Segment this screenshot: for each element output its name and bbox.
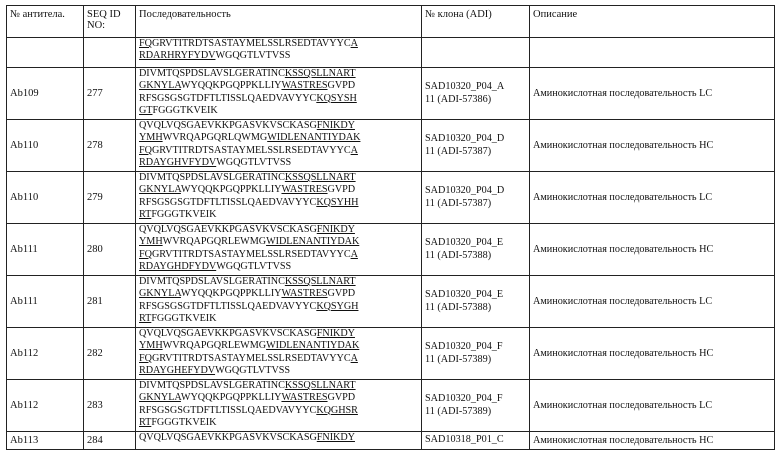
table-body (7, 38, 775, 450)
framework-segment: GVPD (328, 288, 356, 299)
sequence-line (139, 209, 418, 221)
cdr-segment: FNIKDY (317, 328, 355, 339)
clone-id: SAD10320_P04_E (425, 289, 526, 301)
sequence-cell (136, 68, 422, 120)
clone-adi: 11 (ADI-57389) (425, 354, 526, 366)
table-row (7, 68, 775, 120)
cdr-segment: GKNYLA (139, 392, 181, 403)
header-antibody: № антитела. (7, 6, 84, 38)
framework-segment: WVRQAPGQRLQWMG (163, 132, 268, 143)
sequence-cell (136, 120, 422, 172)
description-cell: Аминокислотная последовательность LC (530, 68, 775, 120)
cdr-segment: FQ (139, 38, 152, 49)
seq-id-cell: 278 (84, 120, 136, 172)
framework-segment: WGQGTLVTVSS (216, 157, 291, 168)
framework-segment: GRVTITRDTSASTAYMELSSLRSEDTAVYYC (152, 38, 351, 49)
sequence-line (139, 261, 418, 273)
sequence-table (6, 5, 775, 450)
cdr-segment: KSSQSLLNART (285, 276, 356, 287)
framework-segment: RFSGSGSGTDFTLTISSLQAEDVAVYYC (139, 93, 316, 104)
description-cell: Аминокислотная последовательность LC (530, 276, 775, 328)
framework-segment: QVQLVQSGAEVKKPGASVKVSCKASG (139, 432, 317, 443)
header-description: Описание (530, 6, 775, 38)
sequence-cell (136, 328, 422, 380)
clone-cell (422, 432, 530, 450)
cdr-segment: KQSYHH (316, 197, 358, 208)
antibody-cell (7, 38, 84, 68)
clone-id: SAD10320_P04_A (425, 81, 526, 93)
sequence-cell (136, 38, 422, 68)
seq-id-cell: 281 (84, 276, 136, 328)
antibody-cell: Ab111 (7, 224, 84, 276)
framework-segment: RFSGSGSGTDFTLTISSLQAEDVAVYYC (139, 301, 316, 312)
antibody-cell: Ab113 (7, 432, 84, 450)
sequence-line (139, 353, 418, 365)
table-row (7, 380, 775, 432)
framework-segment: WYQQKPGQPPKLLIY (181, 184, 282, 195)
cdr-segment: GKNYLA (139, 288, 181, 299)
table-row (7, 38, 775, 68)
sequence-line (139, 105, 418, 117)
clone-cell (422, 120, 530, 172)
header-seq-id: SEQ ID NO: (84, 6, 136, 38)
framework-segment: WVRQAPGQRLEWMG (163, 340, 266, 351)
sequence-line (139, 380, 418, 392)
cdr-segment: FNIKDY (317, 120, 355, 131)
cdr-segment: KSSQSLLNART (285, 68, 356, 79)
header-row (7, 6, 775, 38)
clone-adi: 11 (ADI-57388) (425, 250, 526, 262)
sequence-line (139, 340, 418, 352)
clone-id: SAD10320_P04_F (425, 341, 526, 353)
clone-adi: 11 (ADI-57388) (425, 302, 526, 314)
cdr-segment: YMH (139, 340, 163, 351)
framework-segment: QVQLVQSGAEVKKPGASVKVSCKASG (139, 224, 317, 235)
cdr-segment: RT (139, 313, 151, 324)
sequence-line (139, 405, 418, 417)
sequence-line (139, 236, 418, 248)
sequence-line (139, 365, 418, 377)
description-cell: Аминокислотная последовательность НС (530, 224, 775, 276)
cdr-segment: A (351, 249, 358, 260)
cdr-segment: RDAYGHVFYDV (139, 157, 216, 168)
cdr-segment: RDAYGHEFYDV (139, 365, 215, 376)
antibody-cell: Ab110 (7, 172, 84, 224)
clone-cell (422, 224, 530, 276)
antibody-cell: Ab112 (7, 328, 84, 380)
clone-id: SAD10320_P04_F (425, 393, 526, 405)
cdr-segment: GKNYLA (139, 184, 181, 195)
framework-segment: RFSGSGSGTDFTLTISSLQAEDVAVYYC (139, 405, 316, 416)
clone-cell (422, 328, 530, 380)
cdr-segment: A (351, 38, 358, 49)
framework-segment: GVPD (328, 392, 356, 403)
cdr-segment: WASTRES (281, 184, 327, 195)
sequence-cell (136, 172, 422, 224)
description-cell (530, 38, 775, 68)
framework-segment: FGGGTKVEIK (151, 313, 216, 324)
cdr-segment: WIDLENANTIYDAK (266, 340, 359, 351)
seq-id-cell: 283 (84, 380, 136, 432)
seq-id-cell: 284 (84, 432, 136, 450)
cdr-segment: FNIKDY (317, 224, 355, 235)
framework-segment: WVRQAPGQRLEWMG (163, 236, 266, 247)
cdr-segment: KSSQSLLNART (285, 380, 356, 391)
sequence-line (139, 132, 418, 144)
cdr-segment: FNIKDY (317, 432, 355, 443)
cdr-segment: KSSQSLLNART (285, 172, 356, 183)
sequence-line (139, 172, 418, 184)
clone-id: SAD10318_P01_C (425, 434, 526, 446)
table-row (7, 432, 775, 450)
sequence-line (139, 328, 418, 340)
sequence-cell (136, 432, 422, 450)
cdr-segment: YMH (139, 132, 163, 143)
clone-cell (422, 276, 530, 328)
cdr-segment: WASTRES (281, 288, 327, 299)
cdr-segment: KQSYGH (316, 301, 358, 312)
clone-id: SAD10320_P04_D (425, 185, 526, 197)
framework-segment: WYQQKPGQPPKLLIY (181, 80, 282, 91)
clone-cell (422, 172, 530, 224)
cdr-segment: RT (139, 209, 151, 220)
table-row (7, 224, 775, 276)
clone-id: SAD10320_P04_E (425, 237, 526, 249)
clone-cell (422, 380, 530, 432)
seq-id-cell: 280 (84, 224, 136, 276)
cdr-segment: WIDLENANTIYDAK (267, 132, 360, 143)
framework-segment: WYQQKPGQPPKLLIY (181, 288, 282, 299)
framework-segment: WGQGTLVTVSS (216, 261, 291, 272)
description-cell: Аминокислотная последовательность НС (530, 328, 775, 380)
antibody-cell: Ab110 (7, 120, 84, 172)
seq-id-cell: 279 (84, 172, 136, 224)
seq-id-cell: 282 (84, 328, 136, 380)
sequence-line (139, 145, 418, 157)
framework-segment: WGQGTLVTVSS (215, 50, 290, 61)
antibody-cell: Ab109 (7, 68, 84, 120)
framework-segment: DIVMTQSPDSLAVSLGERATINC (139, 172, 285, 183)
description-cell: Аминокислотная последовательность НС (530, 432, 775, 450)
table-row (7, 172, 775, 224)
table-row (7, 328, 775, 380)
sequence-cell (136, 224, 422, 276)
framework-segment: QVQLVQSGAEVKKPGASVKVSCKASG (139, 328, 317, 339)
sequence-line (139, 276, 418, 288)
framework-segment: GVPD (328, 184, 356, 195)
framework-segment: GRVTITRDTSASTAYMELSSLRSEDTAVYYC (152, 249, 351, 260)
cdr-segment: KQGHSR (316, 405, 358, 416)
cdr-segment: WASTRES (281, 80, 327, 91)
seq-id-cell (84, 38, 136, 68)
framework-segment: FGGGTKVEIK (152, 105, 217, 116)
sequence-line (139, 288, 418, 300)
framework-segment: DIVMTQSPDSLAVSLGERATINC (139, 380, 285, 391)
framework-segment: FGGGTKVEIK (151, 417, 216, 428)
framework-segment: WGQGTLVTVSS (215, 365, 290, 376)
sequence-line (139, 80, 418, 92)
framework-segment: DIVMTQSPDSLAVSLGERATINC (139, 276, 285, 287)
antibody-cell: Ab111 (7, 276, 84, 328)
cdr-segment: WASTRES (281, 392, 327, 403)
sequence-line (139, 249, 418, 261)
cdr-segment: FQ (139, 353, 152, 364)
framework-segment: QVQLVQSGAEVKKPGASVKVSCKASG (139, 120, 317, 131)
clone-adi: 11 (ADI-57389) (425, 406, 526, 418)
antibody-cell: Ab112 (7, 380, 84, 432)
sequence-line (139, 184, 418, 196)
clone-adi: 11 (ADI-57387) (425, 146, 526, 158)
sequence-line (139, 68, 418, 80)
clone-cell (422, 68, 530, 120)
clone-id: SAD10320_P04_D (425, 133, 526, 145)
cdr-segment: A (351, 145, 358, 156)
seq-id-cell: 277 (84, 68, 136, 120)
sequence-line (139, 417, 418, 429)
sequence-line (139, 313, 418, 325)
description-cell: Аминокислотная последовательность LC (530, 172, 775, 224)
sequence-line (139, 432, 418, 444)
cdr-segment: A (351, 353, 358, 364)
cdr-segment: YMH (139, 236, 163, 247)
table-row (7, 276, 775, 328)
framework-segment: GRVTITRDTSASTAYMELSSLRSEDTAVYYC (152, 353, 351, 364)
sequence-cell (136, 276, 422, 328)
document-page (0, 0, 780, 443)
framework-segment: DIVMTQSPDSLAVSLGERATINC (139, 68, 285, 79)
clone-cell (422, 38, 530, 68)
header-sequence: Последовательность (136, 6, 422, 38)
cdr-segment: FQ (139, 249, 152, 260)
cdr-segment: WIDLENANTIYDAK (266, 236, 359, 247)
clone-adi: 11 (ADI-57386) (425, 94, 526, 106)
sequence-line (139, 120, 418, 132)
table-row (7, 120, 775, 172)
framework-segment: FGGGTKVEIK (151, 209, 216, 220)
sequence-line (139, 301, 418, 313)
cdr-segment: KQSYSH (316, 93, 356, 104)
sequence-line (139, 392, 418, 404)
sequence-line (139, 224, 418, 236)
cdr-segment: RDARHRYFYDV (139, 50, 215, 61)
framework-segment: GVPD (328, 80, 356, 91)
sequence-line (139, 93, 418, 105)
cdr-segment: FQ (139, 145, 152, 156)
cdr-segment: RT (139, 417, 151, 428)
description-cell: Аминокислотная последовательность НС (530, 120, 775, 172)
sequence-line (139, 197, 418, 209)
cdr-segment: RDAYGHDFYDV (139, 261, 216, 272)
framework-segment: RFSGSGSGTDFTLTISSLQAEDVAVYYC (139, 197, 316, 208)
sequence-line (139, 38, 418, 50)
sequence-cell (136, 380, 422, 432)
description-cell: Аминокислотная последовательность LC (530, 380, 775, 432)
cdr-segment: GKNYLA (139, 80, 181, 91)
clone-adi: 11 (ADI-57387) (425, 198, 526, 210)
header-clone: № клона (ADI) (422, 6, 530, 38)
framework-segment: WYQQKPGQPPKLLIY (181, 392, 282, 403)
framework-segment: GRVTITRDTSASTAYMELSSLRSEDTAVYYC (152, 145, 351, 156)
cdr-segment: GT (139, 105, 152, 116)
sequence-line (139, 157, 418, 169)
sequence-line (139, 50, 418, 62)
